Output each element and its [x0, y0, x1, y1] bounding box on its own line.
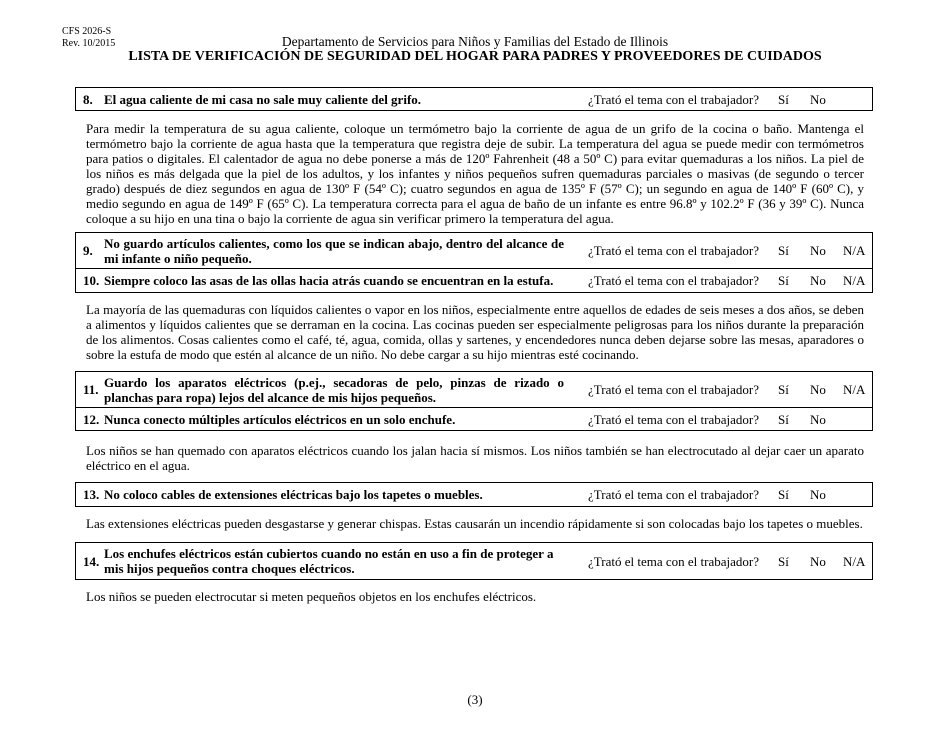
note-water-temperature: Para medir la temperatura de su agua caliente, coloque un termómetro bajo la corriente de agua de un grifo de la cocina o baño. Mantenga el termómetro bajo la corriente de agua hasta que la temperatura que registra deje de subir. La temperatura del agua se puede medir con termómetros para patios o digitales. El calentador de agua no debe ponerse a más de 120º Fahrenheit (48 a 50º C) para evitar quemaduras a los niños. La piel de los niños es más delgada que la piel de los adultos, y los infantes y niños pequeños sufren quemaduras parciales o masivas (de segundo o tercer grado) después de diez segundos en agua de 130º F (54º C); cuatro segundos en agua de 135º F (57º C); un segundo en agua de 140º F (60º C), y medio segundo en agua de 149º F (65º C). La temperatura correcta para el agua de baño de un infante es entre 96.8º y 102.2º F (36 y 39º C). Nunca coloque a su hijo en una tina o bajo la corriente de agua sin verificar primero la temperatura del agua. [86, 121, 864, 226]
form-code: CFS 2026-S [62, 26, 112, 37]
item-question: Los enchufes eléctricos están cubiertos cuando no están en uso a fin de proteger a mis hijos pequeños contra choques eléctricos. [104, 546, 554, 576]
discussed-label: ¿Trató el tema con el trabajador? [588, 487, 759, 502]
item-question: Siempre coloco las asas de las ollas hacia atrás cuando se encuentran en la estufa. [104, 273, 554, 288]
note-electrical-appliances: Los niños se han quemado con aparatos eléctricos cuando los jalan hacia sí mismos. Los niños también se han electrocutado al dejar caer un aparato eléctrico en el agua. [86, 443, 864, 473]
item-number: 14. [83, 553, 100, 569]
note-extension-cords: Las extensiones eléctricas pueden desgastarse y generar chispas. Estas causarán un incendio rápidamente si son colocadas bajo los tapetes o muebles. [86, 516, 863, 531]
checklist-box-8 [75, 87, 873, 111]
option-no[interactable]: No [810, 553, 826, 569]
discussed-label: ¿Trató el tema con el trabajador? [588, 243, 759, 258]
option-na[interactable]: N/A [843, 273, 866, 288]
item-number: 13. [83, 487, 100, 502]
checklist-box-13 [75, 482, 873, 507]
option-yes[interactable]: Sí [778, 382, 789, 397]
checklist-item-11 [76, 372, 872, 407]
item-question: No guardo artículos calientes, como los que se indican abajo, dentro del alcance de mi infante o niño pequeño. [104, 235, 564, 266]
checklist-box-14 [75, 542, 873, 580]
item-number: 10. [83, 273, 100, 288]
discussed-label: ¿Trató el tema con el trabajador? [588, 91, 759, 107]
page-number: (3) [467, 692, 483, 707]
option-yes[interactable]: Sí [778, 243, 789, 258]
discussed-label: ¿Trató el tema con el trabajador? [588, 273, 759, 288]
option-yes[interactable]: Sí [778, 91, 789, 107]
form-revision: Rev. 10/2015 [62, 38, 116, 49]
option-na[interactable]: N/A [843, 553, 866, 569]
checklist-item-14 [76, 543, 872, 579]
item-question: Nunca conecto múltiples artículos eléctricos en un solo enchufe. [104, 411, 456, 427]
item-number: 9. [83, 243, 93, 258]
option-na[interactable]: N/A [843, 382, 866, 397]
option-no[interactable]: No [810, 411, 826, 427]
item-question: No coloco cables de extensiones eléctricas bajo los tapetes o muebles. [104, 487, 483, 502]
option-yes[interactable]: Sí [778, 411, 789, 427]
discussed-label: ¿Trató el tema con el trabajador? [588, 382, 759, 397]
option-no[interactable]: No [810, 243, 826, 258]
option-yes[interactable]: Sí [778, 553, 789, 569]
document-title: LISTA DE VERIFICACIÓN DE SEGURIDAD DEL HOGAR PARA PADRES Y PROVEEDORES DE CUIDADOS [128, 49, 822, 64]
note-outlets: Los niños se pueden electrocutar si meten pequeños objetos en los enchufes eléctricos. [86, 589, 537, 604]
option-no[interactable]: No [810, 487, 826, 502]
checklist-item-12 [76, 407, 872, 430]
option-na[interactable]: N/A [843, 243, 866, 258]
option-yes[interactable]: Sí [778, 487, 789, 502]
checklist-item-8 [76, 88, 872, 110]
option-no[interactable]: No [810, 91, 826, 107]
item-number: 12. [83, 411, 100, 427]
discussed-label: ¿Trató el tema con el trabajador? [588, 553, 759, 569]
checklist-box-9-10 [75, 232, 873, 293]
checklist-item-10 [76, 268, 872, 292]
department-name: Departamento de Servicios para Niños y Familias del Estado de Illinois [281, 34, 669, 49]
note-kitchen-burns: La mayoría de las quemaduras con líquidos calientes o vapor en los niños, especialmente entre aquellos de edades de seis meses a dos años, se deben a alimentos y líquidos calientes que se derraman en la cocina. Las cocinas pueden ser especialmente peligrosas para los niños durante la preparación de los alimentos. Cosas calientes como el café, té, agua, comida, ollas y sartenes, y encendedores nunca deben dejarse sobre las mesas, aparadores o sobre la estufa de modo que estén al alcance de un niño. No debe cargar a su hijo mientras esté cocinando. [86, 302, 864, 362]
checklist-box-11-12 [75, 371, 873, 431]
item-number: 8. [83, 91, 93, 107]
item-number: 11. [83, 382, 99, 397]
option-no[interactable]: No [810, 273, 826, 288]
item-question: Guardo los aparatos eléctricos (p.ej., secadoras de pelo, pinzas de rizado o planchas para ropa) lejos del alcance de mis hijos pequeños. [104, 374, 564, 405]
checklist-item-9 [76, 233, 872, 268]
checklist-item-13 [76, 483, 872, 506]
discussed-label: ¿Trató el tema con el trabajador? [588, 411, 759, 427]
option-no[interactable]: No [810, 382, 826, 397]
item-question: El agua caliente de mi casa no sale muy caliente del grifo. [104, 91, 422, 107]
option-yes[interactable]: Sí [778, 273, 789, 288]
